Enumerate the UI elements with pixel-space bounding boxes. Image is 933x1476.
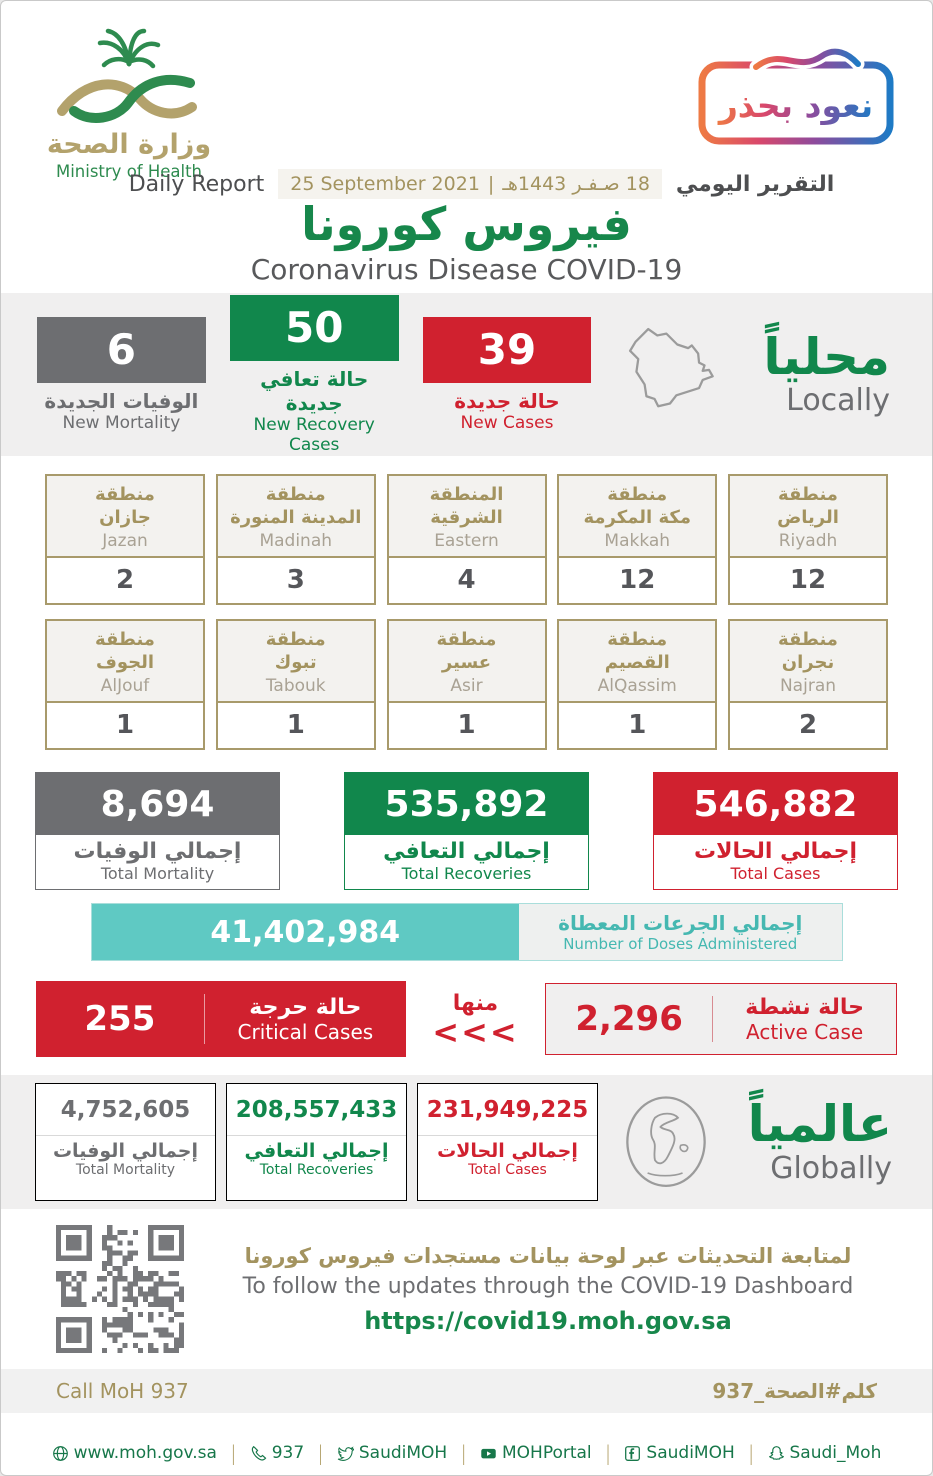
doses-row — [1, 890, 932, 961]
of-which-indicator — [432, 990, 519, 1051]
region-name-en: Tabouk — [265, 675, 326, 696]
region-box-madinah: منطقة المدينة المنورة Madinah 3 — [216, 474, 376, 605]
region-name-ar: منطقة — [95, 629, 155, 650]
region-name-ar: منطقة — [778, 629, 838, 650]
critical-active-row — [1, 981, 932, 1057]
active-cases-box — [545, 983, 897, 1055]
return-badge-text: نعود بحذر — [718, 86, 874, 125]
global-cases-value: 231,949,225 — [418, 1084, 597, 1136]
locally-section — [1, 293, 932, 456]
return-with-caution-badge — [694, 43, 898, 153]
total-mortality-box — [35, 772, 280, 890]
globally-title — [722, 1095, 898, 1186]
region-name-en: AlJouf — [100, 675, 150, 696]
globally-title-en: Globally — [770, 1150, 892, 1186]
separator: | — [604, 1441, 612, 1465]
global-recoveries-box — [226, 1083, 407, 1201]
region-box-tabouk: منطقة تبوك Tabouk 1 — [216, 619, 376, 750]
global-cases-box — [417, 1083, 598, 1201]
region-value: 12 — [789, 565, 827, 595]
page-title-english: Coronavirus Disease COVID-19 — [250, 253, 683, 286]
region-name-ar: منطقة — [265, 484, 326, 505]
call-hashtag-label: كلم#الصحة_937 — [712, 1379, 877, 1403]
total-cases-value: 546,882 — [654, 773, 897, 835]
region-value: 1 — [115, 710, 135, 740]
saudi-arabia-map-icon — [621, 320, 739, 429]
report-date-line — [1, 169, 932, 199]
doses-label-en: Number of Doses Administered — [563, 935, 798, 953]
global-mortality-label-ar: إجمالي الوفيات — [52, 1140, 199, 1162]
region-box-aljouf: منطقة الجوف AlJouf 1 — [45, 619, 205, 750]
return-badge-icon — [694, 43, 898, 149]
daily-report-label-ar: التقرير اليومي — [675, 171, 835, 197]
report-date-box — [278, 169, 662, 199]
moh-name-english: Ministry of Health — [55, 162, 203, 181]
moh-name-arabic: وزارة الصحة — [46, 129, 212, 160]
new-mortality-value: 6 — [37, 317, 206, 383]
footer-link-snapchat[interactable]: Saudi_Moh — [768, 1443, 882, 1463]
total-mortality-label-en: Total Mortality — [100, 864, 215, 883]
region-value: 12 — [619, 565, 656, 595]
dashboard-text-en: To follow the updates through the COVID-19 Dashboard — [242, 1273, 854, 1299]
dashboard-text — [184, 1244, 932, 1335]
region-name-en: Jazan — [102, 530, 148, 551]
globally-title-ar: عالمياً — [747, 1095, 892, 1154]
date-hijri: 18 صـفـر 1443هـ — [502, 173, 650, 195]
new-mortality-label-ar: الوفيات الجديدة — [44, 388, 199, 413]
doses-value: 41,402,984 — [92, 904, 520, 960]
snapchat-icon — [768, 1445, 785, 1462]
moh-palm-swoosh-icon — [34, 19, 224, 129]
globe-icon — [620, 1092, 712, 1191]
region-value: 2 — [115, 565, 135, 595]
new-cases-stat — [423, 317, 592, 433]
locally-title — [763, 327, 896, 419]
total-recoveries-label-en: Total Recoveries — [401, 864, 532, 883]
date-gregorian: 25 September 2021 — [290, 173, 480, 195]
dashboard-text-ar: لمتابعة التحديثات عبر لوحة بيانات مستجدات فيروس كورونا — [244, 1243, 852, 1268]
of-which-label: منها — [452, 990, 499, 1016]
critical-cases-value: 255 — [84, 999, 156, 1039]
moh-logo — [29, 19, 229, 181]
region-name-ar: منطقة — [436, 629, 497, 650]
region-value: 2 — [798, 710, 818, 740]
region-box-eastern: المنطقة الشرقية Eastern 4 — [387, 474, 547, 605]
region-name-en: Asir — [450, 675, 483, 696]
global-mortality-box — [35, 1083, 216, 1201]
youtube-icon — [480, 1445, 497, 1462]
local-totals-row — [1, 764, 932, 890]
total-recoveries-box — [344, 772, 589, 890]
total-recoveries-value: 535,892 — [345, 773, 588, 835]
global-cases-label-en: Total Cases — [468, 1162, 547, 1178]
total-cases-label-en: Total Cases — [730, 864, 821, 883]
separator: | — [229, 1441, 237, 1465]
left-arrows-icon: <<< — [432, 1012, 519, 1051]
total-cases-label-ar: إجمالي الحالات — [694, 839, 857, 864]
active-cases-label-en: Active Case — [746, 1019, 864, 1044]
new-recoveries-label-en: New Recovery Cases — [253, 414, 375, 455]
call-strip — [1, 1369, 932, 1413]
region-value: 1 — [457, 710, 476, 740]
twitter-icon — [337, 1445, 354, 1462]
locally-title-en: Locally — [786, 383, 890, 419]
total-mortality-label-ar: إجمالي الوفيات — [73, 839, 242, 864]
new-recoveries-label-ar: حالة تعافي جديدة — [260, 366, 369, 415]
regions-row-1 — [45, 474, 888, 605]
footer-link-facebook[interactable]: SaudiMOH — [624, 1443, 734, 1463]
region-box-makkah: منطقة مكة المكرمة Makkah 12 — [557, 474, 717, 605]
footer-link-phone[interactable]: 937 — [250, 1443, 304, 1463]
region-box-jazan: منطقة جازان Jazan 2 — [45, 474, 205, 605]
global-recoveries-label-en: Total Recoveries — [259, 1162, 374, 1178]
region-name-en: Makkah — [604, 530, 671, 551]
separator: | — [460, 1441, 467, 1465]
region-value: 4 — [457, 565, 476, 595]
region-value: 3 — [286, 565, 305, 595]
dashboard-url-link[interactable]: https://covid19.moh.gov.sa — [364, 1306, 732, 1335]
region-name-ar: منطقة — [95, 484, 155, 505]
region-name-ar: منطقة — [607, 629, 668, 650]
locally-title-ar: محلياً — [763, 327, 890, 386]
active-cases-label-ar: حالة نشطة — [745, 994, 864, 1020]
new-cases-value: 39 — [423, 317, 592, 383]
globally-section — [1, 1075, 932, 1209]
footer-link-website[interactable]: www.moh.gov.sa — [52, 1443, 217, 1463]
region-name-ar: المنطقة — [429, 484, 504, 505]
daily-report-label-en: Daily Report — [128, 171, 265, 197]
global-mortality-label-en: Total Mortality — [75, 1162, 176, 1178]
dashboard-section — [1, 1209, 932, 1369]
global-recoveries-label-ar: إجمالي التعافي — [244, 1140, 389, 1162]
region-name-en: Madinah — [259, 530, 333, 551]
active-cases-value: 2,296 — [575, 999, 683, 1039]
global-mortality-value: 4,752,605 — [36, 1084, 215, 1136]
page-title-arabic: فيروس كورونا — [301, 197, 632, 251]
region-name-en: Riyadh — [778, 530, 838, 551]
region-value: 1 — [628, 710, 647, 740]
phone-icon — [250, 1445, 267, 1462]
region-name-ar: منطقة — [265, 629, 326, 650]
separator: | — [747, 1441, 755, 1465]
footer-link-twitter[interactable]: SaudiMOH — [337, 1443, 447, 1463]
footer-links — [1, 1413, 932, 1476]
region-name-ar: منطقة — [607, 484, 668, 505]
new-cases-label-en: New Cases — [460, 412, 554, 433]
new-cases-label-ar: حالة جديدة — [454, 388, 560, 413]
call-moh-label: Call MoH 937 — [56, 1379, 189, 1403]
doses-label-ar: إجمالي الجرعات المعطاة — [558, 911, 803, 935]
total-recoveries-label-ar: إجمالي التعافي — [383, 839, 550, 864]
critical-cases-label-ar: حالة حرجة — [249, 994, 362, 1020]
region-name-en: Eastern — [434, 530, 499, 551]
facebook-icon — [624, 1445, 641, 1462]
new-mortality-label-en: New Mortality — [62, 412, 181, 433]
region-box-riyadh: منطقة الرياض Riyadh 12 — [728, 474, 888, 605]
header — [1, 1, 932, 293]
global-cases-label-ar: إجمالي الحالات — [437, 1140, 578, 1162]
new-mortality-stat — [37, 317, 206, 433]
total-cases-box — [653, 772, 898, 890]
region-value: 1 — [286, 710, 305, 740]
date-separator: | — [487, 173, 495, 195]
region-name-en: AlQassim — [597, 675, 677, 696]
region-box-najran: منطقة نجران Najran 2 — [728, 619, 888, 750]
footer-link-youtube[interactable]: MOHPortal — [480, 1443, 592, 1463]
critical-cases-box — [36, 981, 406, 1057]
region-box-alqassim: منطقة القصيم AlQassim 1 — [557, 619, 717, 750]
globe-icon — [52, 1445, 69, 1462]
qr-code — [56, 1225, 184, 1353]
critical-cases-label-en: Critical Cases — [237, 1019, 374, 1044]
doses-administered-bar — [91, 903, 843, 961]
region-box-asir: منطقة عسير Asir 1 — [387, 619, 547, 750]
doses-label — [519, 904, 842, 960]
separator: | — [317, 1441, 324, 1465]
new-recoveries-stat — [230, 295, 399, 455]
region-name-en: Najran — [779, 675, 837, 696]
region-name-ar: منطقة — [778, 484, 838, 505]
total-mortality-value: 8,694 — [36, 773, 279, 835]
global-recoveries-value: 208,557,433 — [227, 1084, 406, 1136]
new-recoveries-value: 50 — [230, 295, 399, 361]
regions-row-2 — [45, 619, 888, 750]
regions-grid — [1, 456, 932, 750]
